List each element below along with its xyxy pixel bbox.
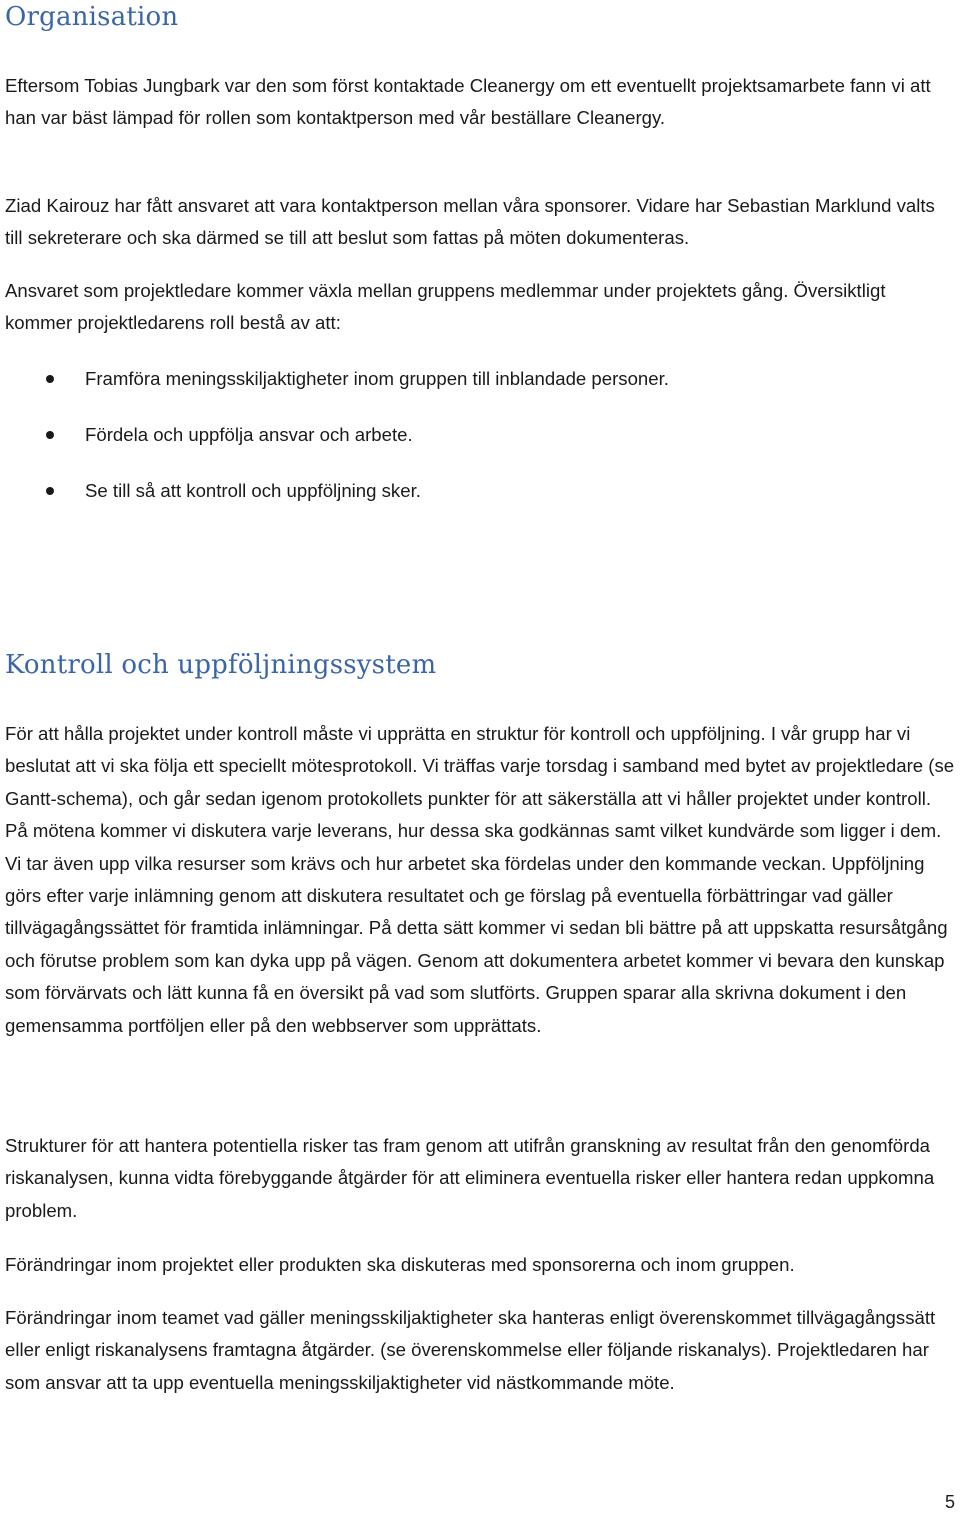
paragraph: Ansvaret som projektledare kommer växla mellan gruppens medlemmar under projektets gång. Översiktligt kommer projektledarens roll bestå av att: bbox=[5, 280, 886, 334]
paragraph: Eftersom Tobias Jungbark var den som först kontaktade Cleanergy om ett eventuellt projektsamarbete fann vi att han var bäst lämpad för rollen som kontaktperson med vår beställare Cleanergy. bbox=[5, 75, 931, 129]
bullet-icon bbox=[46, 487, 54, 495]
page-number: 5 bbox=[944, 1492, 955, 1512]
paragraph: Förändringar inom teamet vad gäller meningsskiljaktigheter ska hanteras enligt överenskommet tillvägagångssätt eller enligt riskanalysens framtagna åtgärder. (se överenskommelse eller följande riskanalys). Projektledaren har som ansvar att ta upp eventuella meningsskiljaktigheter vid nästkommande möte. bbox=[5, 1307, 936, 1393]
bullet-icon bbox=[46, 431, 54, 439]
paragraph: Strukturer för att hantera potentiella risker tas fram genom att utifrån granskning av resultat från den genomförda riskanalysen, kunna vidta förebyggande åtgärder för att eliminera eventuella risker eller hantera redan uppkomna problem. bbox=[5, 1135, 935, 1221]
bullet-icon bbox=[46, 375, 54, 383]
list-item-text: Fördela och uppfölja ansvar och arbete. bbox=[85, 424, 413, 445]
section-heading-organisation: Organisation bbox=[5, 2, 179, 32]
section-heading-kontroll: Kontroll och uppföljningssystem bbox=[5, 650, 437, 680]
paragraph: För att hålla projektet under kontroll måste vi upprätta en struktur för kontroll och uppföljning. I vår grupp har vi beslutat att vi ska följa ett speciellt mötesprotokoll. Vi träffas varje torsdag i samband med bytet av projektledare (se Gantt-schema), och går sedan igenom protokollets punkter för att säkerställa att vi håller projektet under kontroll. På mötena kommer vi diskutera varje leverans, hur dessa ska godkännas samt vilket kundvärde som ligger i dem. Vi tar även upp vilka resurser som krävs och hur arbetet ska fördelas under den kommande veckan. Uppföljning görs efter varje inlämning genom att diskutera resultatet och ge förslag på eventuella förbättringar vad gäller tillvägagångssättet för framtida inlämningar. På detta sätt kommer vi sedan bli bättre på att uppskatta resursåtgång och förutse problem som kan dyka upp på vägen. Genom att dokumentera arbetet kommer vi bevara den kunskap som förvärvats och lätt kunna få en översikt på vad som slutförts. Gruppen sparar alla skrivna dokument i den gemensamma portföljen eller på den webbserver som upprättats. bbox=[5, 723, 955, 1036]
paragraph: Förändringar inom projektet eller produkten ska diskuteras med sponsorerna och inom gruppen. bbox=[5, 1254, 795, 1275]
paragraph: Ziad Kairouz har fått ansvaret att vara kontaktperson mellan våra sponsorer. Vidare har Sebastian Marklund valts till sekreterare och ska därmed se till att beslut som fattas på möten dokumenteras. bbox=[5, 195, 935, 249]
list-item-text: Se till så att kontroll och uppföljning sker. bbox=[85, 480, 421, 501]
list-item-text: Framföra meningsskiljaktigheter inom gruppen till inblandade personer. bbox=[85, 368, 669, 389]
